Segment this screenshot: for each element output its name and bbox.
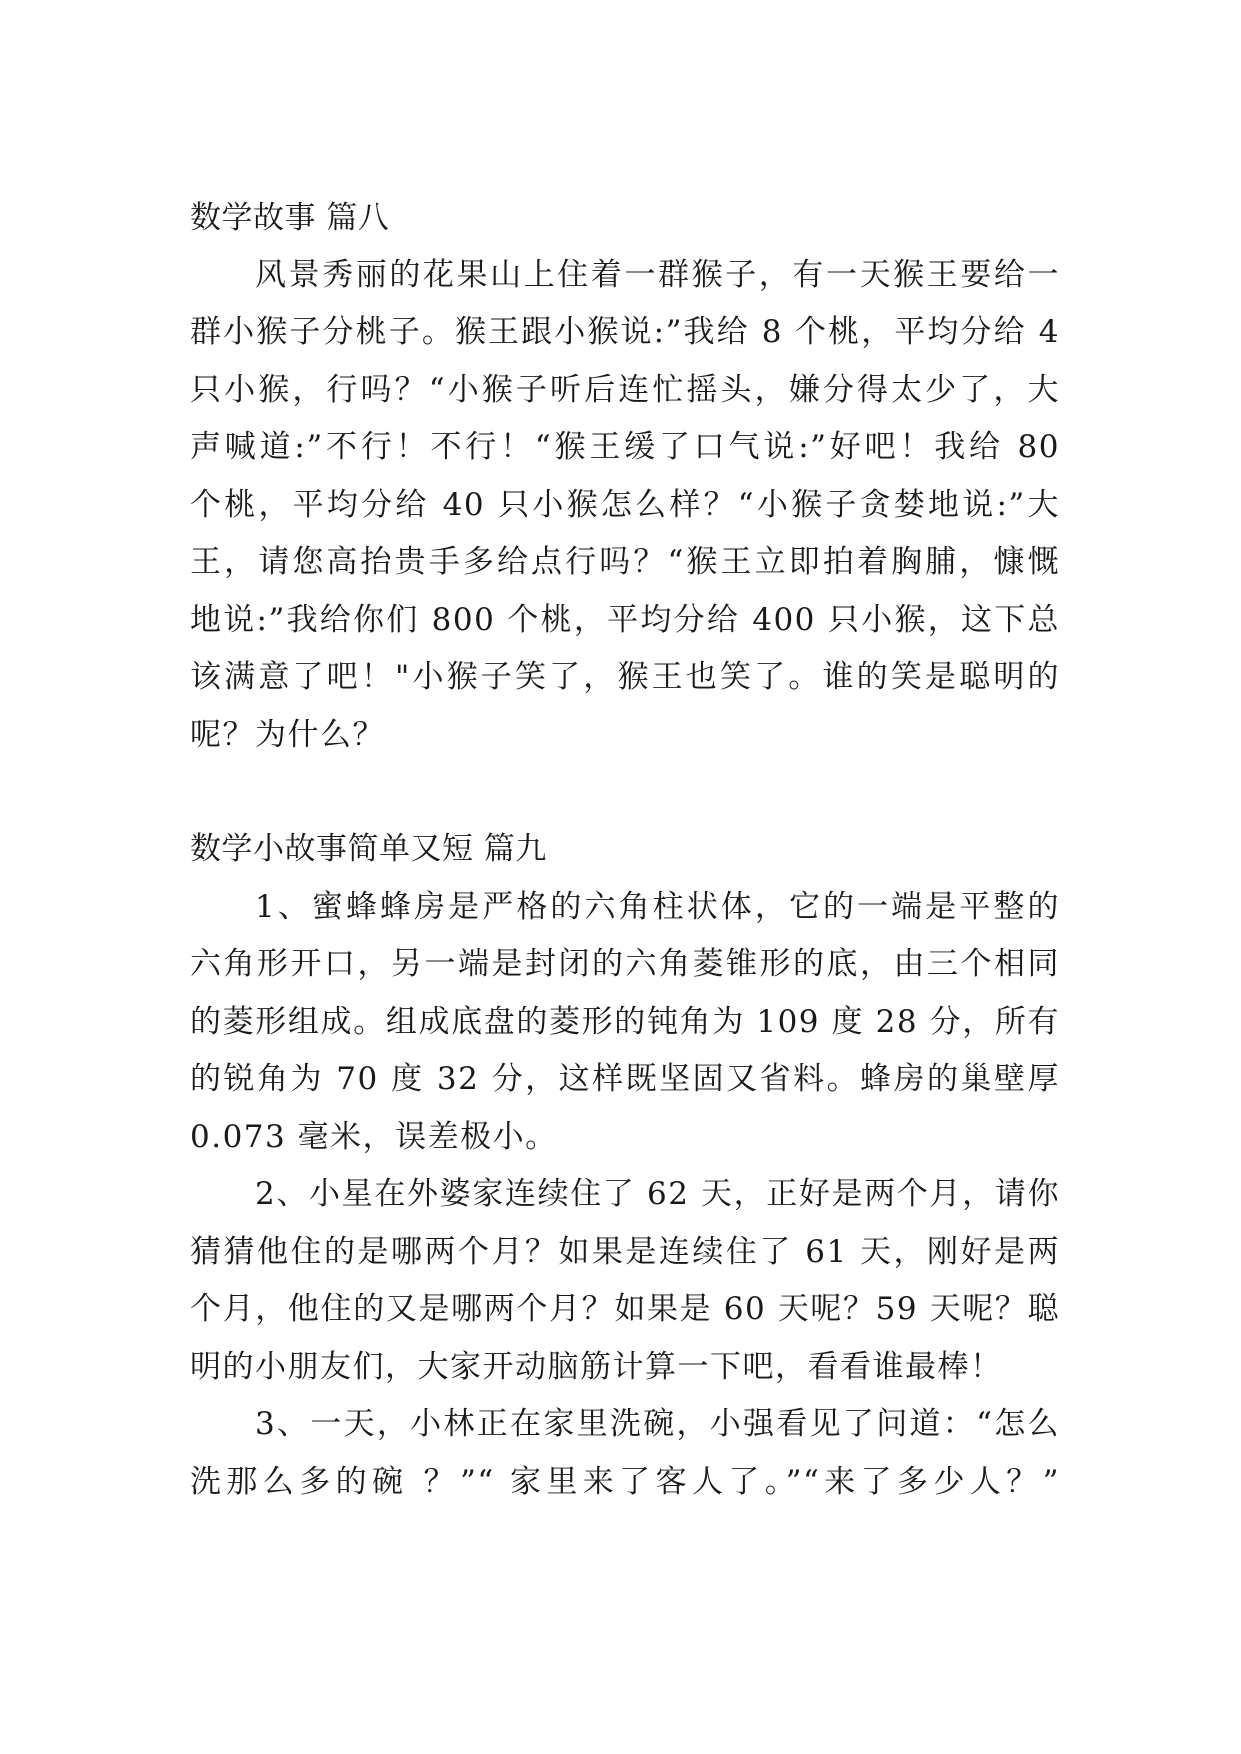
paragraph-line: 王，请您高抬贵手多给点行吗？“猴王立即拍着胸脯，慷慨 [190,544,1060,580]
paragraph-line: 2、小星在外婆家连续住了 62 天，正好是两个月，请你 [255,1176,1060,1212]
paragraph-line: 该满意了吧！"小猴子笑了，猴王也笑了。谁的笑是聪明的 [190,659,1060,695]
paragraph-line: 只小猴，行吗？“小猴子听后连忙摇头，嫌分得太少了，大 [190,372,1060,408]
paragraph-line: 的菱形组成。组成底盘的菱形的钝角为 109 度 28 分，所有 [190,1004,1060,1040]
paragraph-line: 0.073 毫米，误差极小。 [190,1119,558,1155]
paragraph-line: 风景秀丽的花果山上住着一群猴子，有一天猴王要给一 [255,257,1060,293]
paragraph-line: 群小猴子分桃子。猴王跟小猴说:”我给 8 个桃，平均分给 4 [190,314,1060,350]
paragraph-line: 洗那么多的碗 ？”“ 家里来了客人了。”“来了多少人？” [190,1464,1060,1500]
section-heading-8: 数学故事 篇八 [190,200,390,236]
paragraph-line: 明的小朋友们，大家开动脑筋计算一下吧，看看谁最棒！ [190,1349,1003,1385]
paragraph-line: 六角形开口，另一端是封闭的六角菱锥形的底，由三个相同 [190,946,1060,982]
paragraph-line: 声喊道:”不行！不行！“猴王缓了口气说:”好吧！我给 80 [190,429,1060,465]
paragraph-line: 1、蜜蜂蜂房是严格的六角柱状体，它的一端是平整的 [255,889,1060,925]
paragraph-line: 呢？为什么？ [190,717,385,753]
paragraph-line: 个月，他住的又是哪两个月？如果是 60 天呢？59 天呢？聪 [190,1291,1060,1327]
paragraph-line: 个桃，平均分给 40 只小猴怎么样？“小猴子贪婪地说:”大 [190,487,1060,523]
paragraph-line: 地说:”我给你们 800 个桃，平均分给 400 只小猴，这下总 [190,602,1060,638]
paragraph-line: 3、一天，小林正在家里洗碗，小强看见了问道：“怎么 [255,1406,1060,1442]
paragraph-line: 猜猜他住的是哪两个月？如果是连续住了 61 天，刚好是两 [190,1234,1060,1270]
section-heading-9: 数学小故事简单又短 篇九 [190,831,547,867]
paragraph-line: 的锐角为 70 度 32 分，这样既坚固又省料。蜂房的巢壁厚 [190,1061,1060,1097]
